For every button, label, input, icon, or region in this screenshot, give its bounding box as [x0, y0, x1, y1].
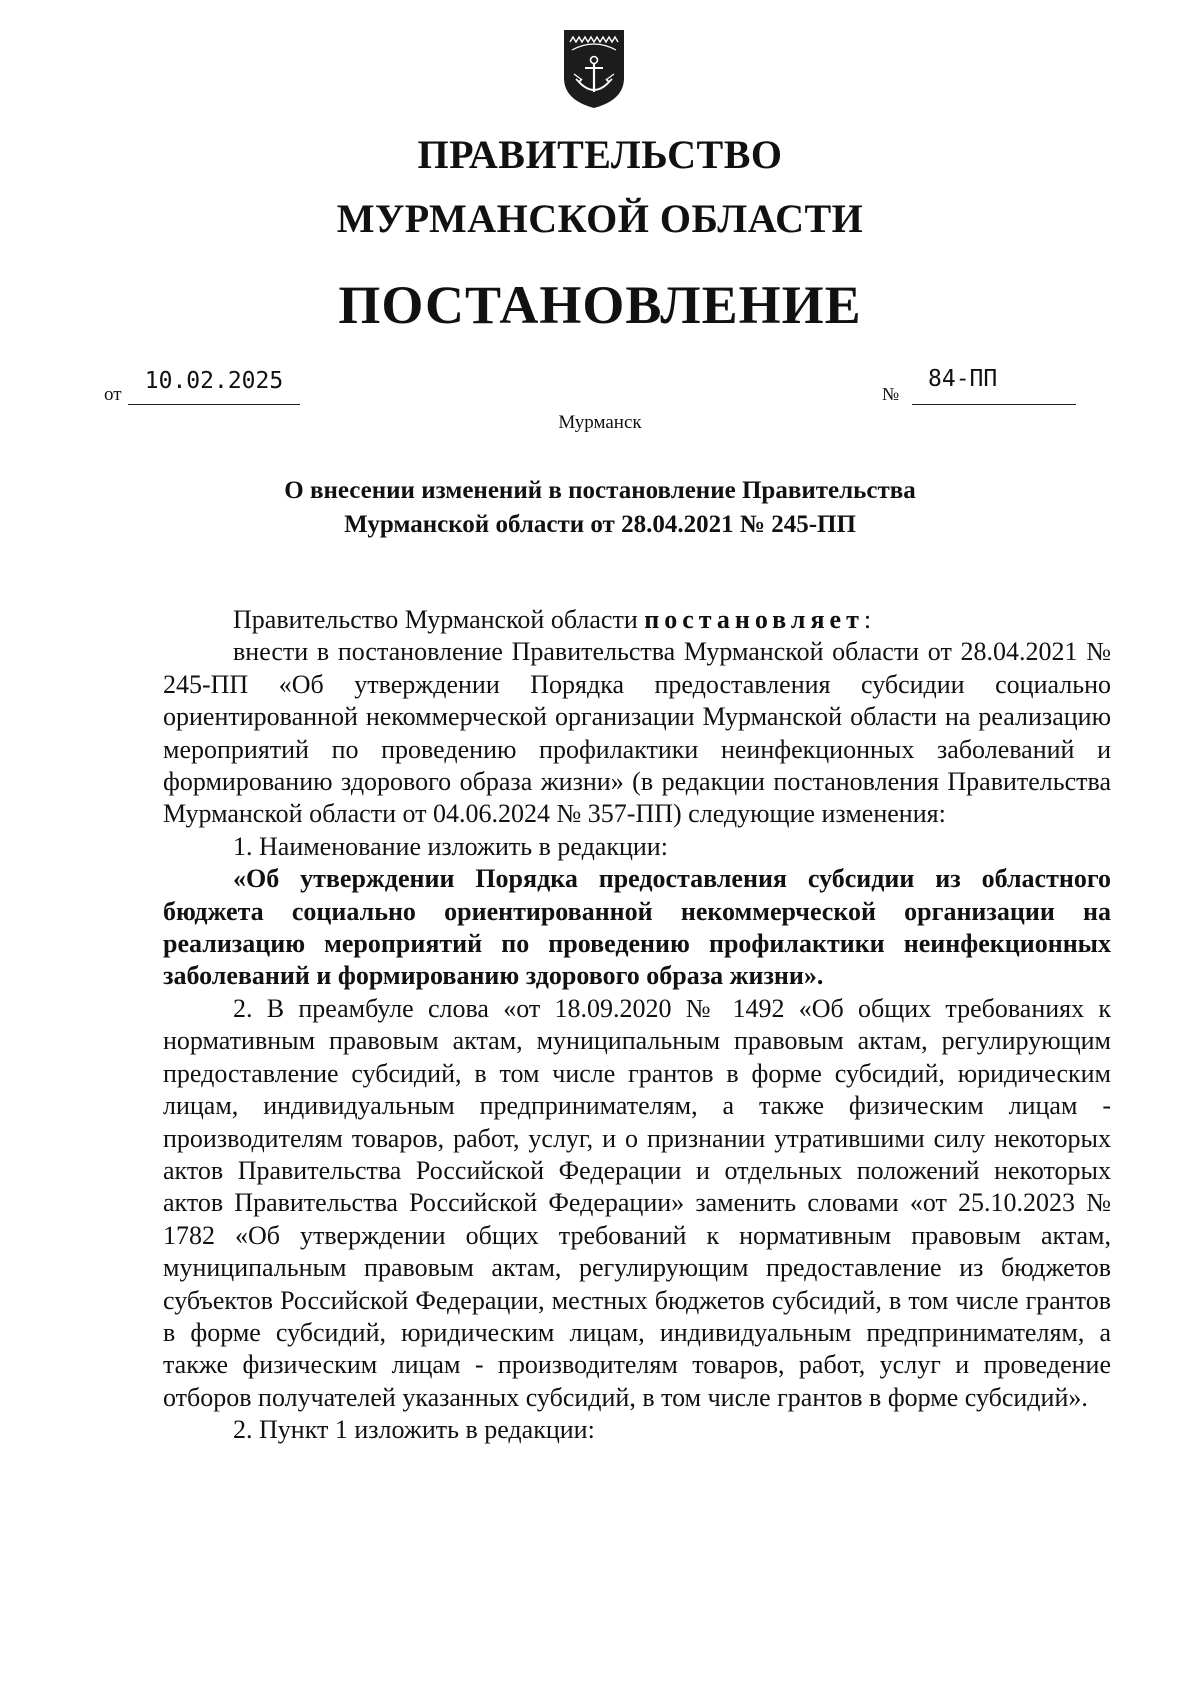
intro-tail: :	[863, 605, 872, 634]
document-number: 84-ПП	[928, 366, 998, 392]
city: Мурманск	[558, 412, 642, 433]
intro-decree-word: постановляет	[644, 605, 864, 634]
intro-paragraph	[163, 604, 1111, 636]
intro-lead: Правительство Мурманской области	[233, 605, 645, 634]
item-3: 2. Пункт 1 изложить в редакции:	[233, 1415, 595, 1445]
title-line2: Мурманской области от 28.04.2021 № 245-ПП	[344, 511, 856, 538]
government-name-line2: МУРМАНСКОЙ ОБЛАСТИ	[336, 196, 864, 241]
document-body	[163, 604, 1111, 1447]
paragraph-1: внести в постановление Правительства Мурманской области от 28.04.2021 № 245-ПП «Об утверждении Порядка предоставления субсидии социально ориентированной некоммерческой организации Мурманской области на реализацию мероприятий по проведению профилактики неинфекционных заболеваний и формированию здорового образа жизни» (в редакции постановления Правительства Мурманской области от 04.06.2024 № 357-ПП) следующие изменения:	[163, 637, 1111, 829]
document-title	[0, 474, 1200, 542]
government-name-line1: ПРАВИТЕЛЬСТВО	[417, 132, 783, 177]
number-prefix: №	[882, 384, 900, 404]
document-date: 10.02.2025	[128, 368, 300, 405]
title-line1: О внесении изменений в постановление Правительства	[284, 477, 916, 504]
item-2: 2. В преамбуле слова «от 18.09.2020 № 1492 «Об общих требованиях к нормативным правовым актам, муниципальным правовым актам, регулирующим предоставление субсидий, в том числе грантов в форме субсидий, юридическим лицам, индивидуальным предпринимателям, а также физическим лицам - производителям товаров, работ, услуг, и о признании утратившими силу некоторых актов Правительства Российской Федерации и отдельных положений некоторых актов Правительства Российской Федерации» заменить словами «от 25.10.2023 № 1782 «Об утверждении общих требований к нормативным правовым актам, муниципальным правовым актам, регулирующим предоставление из бюджетов субъектов Российской Федерации, местных бюджетов субсидий, в том числе грантов в форме субсидий, юридическим лицам, индивидуальным предпринимателям, а также физическим лицам - производителям товаров, работ, услуг и проведение отборов получателей указанных субсидий, в том числе грантов в форме субсидий».	[163, 993, 1111, 1412]
item-1-new-title: «Об утверждении Порядка предоставления субсидии из областного бюджета социально ориентированной некоммерческой организации на реализацию мероприятий по проведению профилактики неинфекционных заболеваний и формированию здорового образа жизни».	[163, 864, 1111, 991]
document-number-field	[912, 364, 1076, 405]
coat-of-arms-icon	[562, 28, 626, 110]
date-prefix: от	[104, 384, 122, 405]
item-1: 1. Наименование изложить в редакции:	[233, 831, 668, 861]
document-type-heading: ПОСТАНОВЛЕНИЕ	[338, 275, 862, 335]
